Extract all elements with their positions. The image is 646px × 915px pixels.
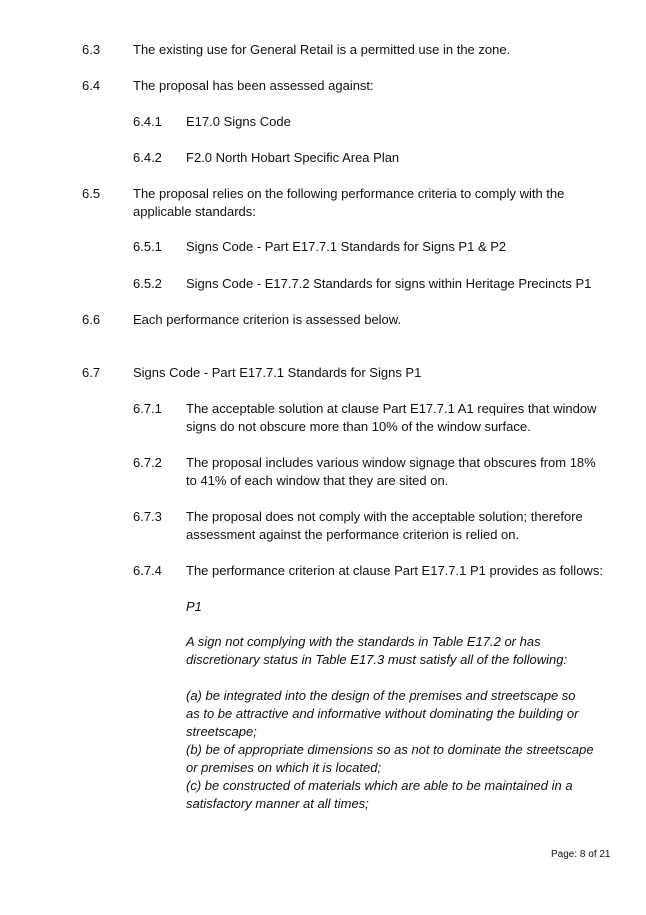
- clause-text: The performance criterion at clause Part E17.7.1 P1 provides as follows:: [186, 563, 603, 578]
- clause-number: 6.3: [82, 42, 101, 57]
- clause-number: 6.5.2: [133, 276, 162, 291]
- quote-item-b: (b) be of appropriate dimensions so as not to dominate the streetscape or premises on which it is located;: [186, 742, 594, 775]
- clause-number: 6.4.1: [133, 114, 162, 129]
- clause-text: The proposal includes various window signage that obscures from 18% to 41% of each window that they are sited on.: [186, 455, 596, 488]
- clause-number: 6.6: [82, 312, 101, 327]
- quote-intro: A sign not complying with the standards in Table E17.2 or has discretionary status in Table E17.3 must satisfy all of the following:: [186, 634, 568, 667]
- clause-text: F2.0 North Hobart Specific Area Plan: [186, 150, 400, 165]
- clause-number: 6.4.2: [133, 150, 162, 165]
- clause-text: The proposal relies on the following performance criteria to comply with the applicable standards:: [133, 186, 565, 219]
- clause-number: 6.5: [82, 186, 101, 201]
- clause-number: 6.7.1: [133, 401, 162, 416]
- clause-text: The acceptable solution at clause Part E17.7.1 A1 requires that window signs do not obscure more than 10% of the window surface.: [186, 401, 597, 434]
- clause-number: 6.4: [82, 78, 101, 93]
- clause-text: The proposal has been assessed against:: [133, 78, 374, 93]
- quote-item-a: (a) be integrated into the design of the premises and streetscape so as to be attractive and informative without dominating the building or streetscape;: [186, 688, 579, 739]
- clause-text: The existing use for General Retail is a permitted use in the zone.: [133, 42, 511, 57]
- clause-number: 6.7.4: [133, 563, 162, 578]
- clause-text: Signs Code - Part E17.7.1 Standards for Signs P1 & P2: [186, 239, 507, 254]
- clause-text: The proposal does not comply with the acceptable solution; therefore assessment against the performance criterion is relied on.: [186, 509, 583, 542]
- quote-item-c: (c) be constructed of materials which are able to be maintained in a satisfactory manner at all times;: [186, 778, 573, 811]
- quote-heading: P1: [186, 599, 202, 614]
- clause-text: Signs Code - Part E17.7.1 Standards for Signs P1: [133, 365, 422, 380]
- clause-number: 6.5.1: [133, 239, 162, 254]
- clause-text: Signs Code - E17.7.2 Standards for signs within Heritage Precincts P1: [186, 276, 592, 291]
- clause-text: Each performance criterion is assessed below.: [133, 312, 402, 327]
- clause-number: 6.7.2: [133, 455, 162, 470]
- clause-number: 6.7.3: [133, 509, 162, 524]
- clause-number: 6.7: [82, 365, 101, 380]
- page-number: Page: 8 of 21: [551, 849, 611, 860]
- clause-text: E17.0 Signs Code: [186, 114, 291, 129]
